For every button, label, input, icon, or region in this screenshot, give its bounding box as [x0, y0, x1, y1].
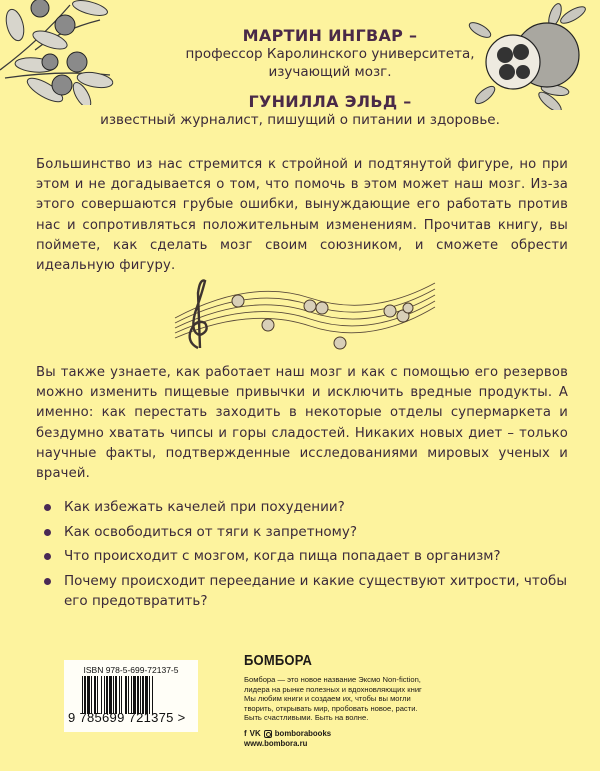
author-description: изучающий мозг. — [268, 64, 392, 80]
barcode-digits: 9 785699 721375 > — [68, 710, 186, 725]
barcode-bar — [82, 676, 83, 714]
publisher-logo: БОМБОРА — [244, 651, 313, 669]
barcode-bar — [94, 676, 96, 714]
vk-icon[interactable]: VK — [249, 728, 261, 738]
barcode-bar — [137, 676, 139, 714]
barcode-bar — [104, 676, 105, 714]
barcode-bar — [131, 676, 132, 714]
publisher-description-line: Мы любим книги и создаем их, чтобы вы могли — [244, 694, 411, 704]
bullet-icon — [44, 578, 51, 585]
bullet-icon — [44, 529, 51, 536]
barcode-bar — [91, 676, 92, 714]
barcode-bar — [101, 676, 102, 714]
barcode-bar — [125, 676, 127, 714]
questions-list — [40, 497, 580, 615]
list-item — [40, 497, 580, 517]
description-paragraph: Вы также узнаете, как работает наш мозг и как с помощью его резервов можно изменить пищевые привычки и исключить вредные продукты. А именно: как перестать заходить в некоторые отделы супермаркета и бездумно хватать чипсы и горы сладостей. Никаких новых диет – только научные факты, подтвержденные исследованиями мировых ученых и врачей. — [36, 365, 568, 482]
author-name: ГУНИЛЛА ЭЛЬД – — [248, 92, 412, 111]
barcode-bar — [115, 676, 117, 714]
barcode-bar — [113, 676, 114, 714]
barcode-bars — [82, 676, 178, 714]
bullet-icon — [44, 553, 51, 560]
question-text: Как избежать качелей при похудении? — [64, 499, 345, 515]
question-text: Почему происходит переедание и какие существуют хитрости, чтобы его предотвратить? — [64, 572, 568, 609]
barcode-bar — [109, 676, 112, 714]
publisher-description-line: Быть счастливыми. Быть на волне. — [244, 713, 369, 723]
publisher-description — [244, 675, 464, 723]
musical-staff-cherries-illustration — [160, 273, 440, 353]
question-text: Как освободиться от тяги к запретному? — [64, 523, 357, 540]
barcode-bar — [149, 676, 150, 714]
barcode-bar — [106, 676, 108, 714]
author-name: МАРТИН ИНГВАР – — [242, 26, 418, 45]
list-item — [40, 546, 580, 566]
isbn-label: ISBN 978-5-699-72137-5 — [83, 665, 179, 675]
social-links — [244, 729, 464, 739]
publisher-website[interactable]: www.bombora.ru — [244, 738, 308, 748]
bullet-icon — [44, 504, 51, 511]
barcode-bar — [119, 676, 120, 714]
isbn-barcode — [64, 660, 198, 732]
authors-section — [0, 26, 600, 129]
social-handle[interactable]: bomborabooks — [274, 728, 332, 738]
barcode-bar — [87, 676, 90, 714]
description-paragraph: Большинство из нас стремится к стройной и подтянутой фигуре, но при этом и не догадывается о том, что помочь в этом может наш мозг. Из-за этого совершаются грубые ошибки, вынуждающие его работать против нас и сопротивляться положительным изменениям. Прочитав книгу, вы поймете, как сделать мозг своим союзником, и сможете обрести идеальную фигуру. — [36, 157, 568, 274]
facebook-icon[interactable]: f — [244, 728, 247, 738]
barcode-bar — [97, 676, 98, 714]
barcode-bar — [133, 676, 136, 714]
barcode-bar — [152, 676, 153, 714]
list-item — [40, 571, 580, 611]
author-description: известный журналист, пишущий о питании и здоровье. — [100, 112, 500, 128]
instagram-icon[interactable] — [264, 730, 272, 738]
barcode-bar — [84, 676, 86, 714]
barcode-bar — [142, 676, 144, 714]
question-text: Что происходит с мозгом, когда пища попадает в организм? — [64, 548, 501, 565]
list-item — [40, 522, 580, 542]
barcode-bar — [145, 676, 148, 714]
publisher-description-line: Бомбора — это новое название Эксмо Non-fiction, — [244, 675, 421, 684]
author-2 — [0, 92, 600, 129]
barcode-bar — [121, 676, 122, 714]
barcode-bar — [128, 676, 129, 714]
publisher-info — [244, 651, 464, 749]
publisher-description-line: творить, открывать мир, пробовать новое, расти. — [244, 703, 418, 713]
publisher-description-line: лидера на рынке полезных и вдохновляющих книг — [244, 684, 422, 694]
barcode-bar — [140, 676, 141, 714]
author-1 — [0, 26, 600, 81]
author-description: профессор Каролинского университета, — [185, 46, 475, 62]
